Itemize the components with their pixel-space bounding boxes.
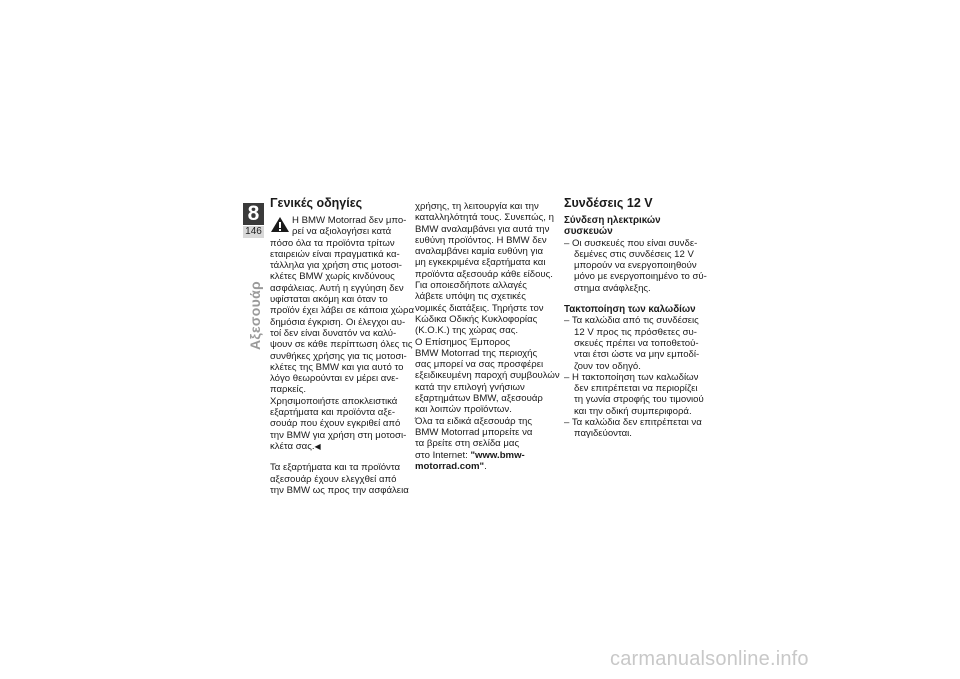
body-text-line: εταιρειών είναι πραγματικά κα- [270,248,400,260]
body-text-line: Για οποιεσδήποτε αλλαγές [415,280,527,292]
url-link-part1[interactable]: "www.bmw- [470,449,525,461]
body-text-line: Κώδικα Οδικής Κυκλοφορίας [415,313,538,325]
body-text-line: σουάρ που έχουν εγκριθεί από [270,418,401,430]
body-text-line: Χρησιμοποιήστε αποκλειστικά [270,395,398,407]
end-marker-icon: ◀ [314,441,321,451]
body-text-line: παρκείς. [270,384,306,396]
body-text-line: αξεσουάρ έχουν ελεγχθεί από [270,473,397,485]
subheading-line: Σύνδεση ηλεκτρικών [564,215,661,226]
bullet-item-continuation: δεν επιτρέπεται να περιορίζει [574,383,698,395]
body-text-line: αναλαμβάνει καμία ευθύνη για [415,246,544,258]
body-text-line: BMW αναλαμβάνει για αυτά την [415,223,550,235]
page-number: 146 [243,226,264,238]
bullet-item-continuation: 12 V προς τις πρόσθετες συ- [574,326,697,338]
column-3 [564,196,707,440]
internet-line-2: motorrad.com". [415,460,487,472]
heading-general-notes: Γενικές οδηγίες [270,196,363,210]
body-text-line: λόγο θεωρούνται εν μέρει ανε- [270,373,399,385]
bullet-item-continuation: ζουν τον οδηγό. [574,360,641,372]
bullet-item: – Τα καλώδια από τις συνδέσεις [564,315,699,327]
bullet-item: – Τα καλώδια δεν επιτρέπεται να [564,417,702,429]
bullet-item-continuation: στημα ανάφλεξης. [574,282,651,294]
bullet-item-continuation: παγιδεύονται. [574,428,632,440]
body-text-line: ευθύνη προϊόντος. Η BMW δεν [415,234,547,246]
warning-text-line: Η BMW Motorrad δεν μπο- [292,215,407,226]
bullet-item-continuation: νται έτσι ώστε να μην εμποδί- [574,349,700,361]
body-text-line: προϊόν έχει λάβει σε κάποια χώρα [270,305,415,317]
body-text-line: λάβετε υπόψη τις σχετικές [415,291,526,303]
body-text-line: BMW Motorrad της περιοχής [415,347,538,359]
body-text-line: τοί δεν είναι δυνατόν να καλύ- [270,327,397,339]
body-text-line: νομικές διατάξεις. Τηρήστε τον [415,302,544,314]
warning-block [270,215,408,238]
body-text-line: χρήσης, τη λειτουργία και την [415,201,539,212]
body-text-line: μη εγκεκριμένα εξαρτήματα και [415,257,546,269]
bullet-item-continuation: σκευές πρέπει να τοποθετού- [574,337,699,349]
bullet-item: – Η τακτοποίηση των καλωδίων [564,371,699,383]
watermark: carmanualsonline.info [610,648,809,670]
section-label: Αξεσουάρ [247,281,263,350]
warning-text-line: ρεί να αξιολογήσει κατά [292,226,392,238]
bullet-item-continuation: τη γωνία στροφής του τιμονιού [574,394,704,406]
body-text-line: κλέτες BMW χωρίς κινδύνους [270,271,395,283]
body-text-line: ψουν σε κάθε περίπτωση όλες τις [270,339,413,351]
body-text-line: κλέτες της BMW και για αυτό το [270,361,404,373]
body-text-line: Όλα τα ειδικά αξεσουάρ της [415,415,532,427]
body-text-line: εξειδικευμένη παροχή συμβουλών [415,370,560,382]
bullet-item-continuation: και την οδική συμπεριφορά. [574,405,692,417]
bullet-item-continuation: μπορούν να ενεργοποιηθούν [574,260,697,272]
body-text-line: την BMW ως προς την ασφάλεια [270,484,409,496]
internet-line: στο Internet: "www.bmw- [415,449,525,461]
body-text-line: (Κ.Ο.Κ.) της χώρας σας. [415,325,519,337]
body-text-line: σας μπορεί να σας προσφέρει [415,359,544,371]
body-text-line: τα βρείτε στη σελίδα μας [415,438,520,450]
bullet-item-continuation: δεμένες στις συνδέσεις 12 V [574,248,694,260]
body-text-line: την BMW για χρήση στη μοτοσι- [270,429,407,441]
body-text-line: προϊόντα αξεσουάρ κάθε είδους. [415,268,553,280]
body-text-line: ασφάλειας. Αυτή η εγγύηση δεν [270,282,404,294]
subheading-cable-routing: Τακτοποίηση των καλωδίων [564,304,696,316]
warning-triangle-icon [270,216,290,233]
body-text-line: εξαρτήματα και προϊόντα αξε- [270,407,396,419]
heading-12v-sockets: Συνδέσεις 12 V [564,196,653,210]
body-text-line: Ο Επίσημος Έμπορος [415,336,510,348]
chapter-number-box: 8 [243,203,264,225]
body-text-line: κλέτα σας. [270,440,315,452]
url-link-part2[interactable]: motorrad.com" [415,460,485,472]
column-1 [270,196,415,496]
body-text-line: Τα εξαρτήματα και τα προϊόντα [270,462,401,474]
body-text-line: BMW Motorrad μπορείτε να [415,426,533,438]
body-text-line: κατά την επιλογή γνήσιων [415,381,525,393]
bullet-item: – Οι συσκευές που είναι συνδε- [564,237,698,249]
body-text-line: πόσο όλα τα προϊόντα τρίτων [270,237,395,249]
bullet-item-continuation: μόνο με ενεργοποιημένο το σύ- [574,271,707,283]
body-text-line: εξαρτημάτων BMW, αξεσουάρ [415,393,543,405]
column-2 [415,201,560,472]
body-text-line: καταλληλότητά τους. Συνεπώς, η [415,212,554,224]
body-text-line: και λοιπών προϊόντων. [415,404,512,416]
body-text-line: συνθήκες χρήσης για τις μοτοσι- [270,350,407,362]
body-text-line: υφίσταται ακόμη και όταν το [270,294,388,306]
body-text-line: τάλληλα για χρήση στις μοτοσι- [270,260,402,272]
body-text-line: δημόσια έγκριση. Οι έλεγχοι αυ- [270,316,406,328]
subheading-line: συσκευών [564,226,613,238]
